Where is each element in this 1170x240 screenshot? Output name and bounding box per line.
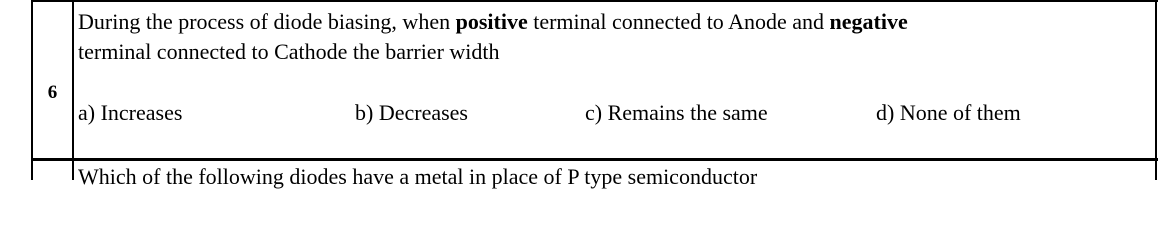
next-question-text: Which of the following diodes have a metal in place of P type semiconductor bbox=[78, 164, 758, 189]
question-text-part2: terminal connected to Anode and bbox=[527, 9, 830, 34]
option-c[interactable]: c) Remains the same bbox=[585, 100, 768, 125]
option-a[interactable]: a) Increases bbox=[78, 100, 183, 125]
table-top-border bbox=[32, 0, 1158, 2]
question-line-1 bbox=[78, 7, 1152, 37]
question-bold-negative: negative bbox=[829, 9, 908, 34]
question-line-2: terminal connected to Cathode the barrier width bbox=[78, 39, 500, 64]
option-d[interactable]: d) None of them bbox=[876, 100, 1021, 125]
question-text-part1: During the process of diode biasing, when bbox=[78, 9, 456, 34]
answer-options bbox=[78, 98, 1152, 128]
table-column-divider bbox=[72, 0, 74, 180]
question-bold-positive: positive bbox=[455, 9, 528, 34]
question-number: 6 bbox=[47, 82, 58, 103]
option-b[interactable]: b) Decreases bbox=[355, 100, 468, 125]
question-text bbox=[78, 7, 1152, 67]
table-row-border bbox=[32, 158, 1158, 161]
table-right-border bbox=[1155, 0, 1157, 180]
